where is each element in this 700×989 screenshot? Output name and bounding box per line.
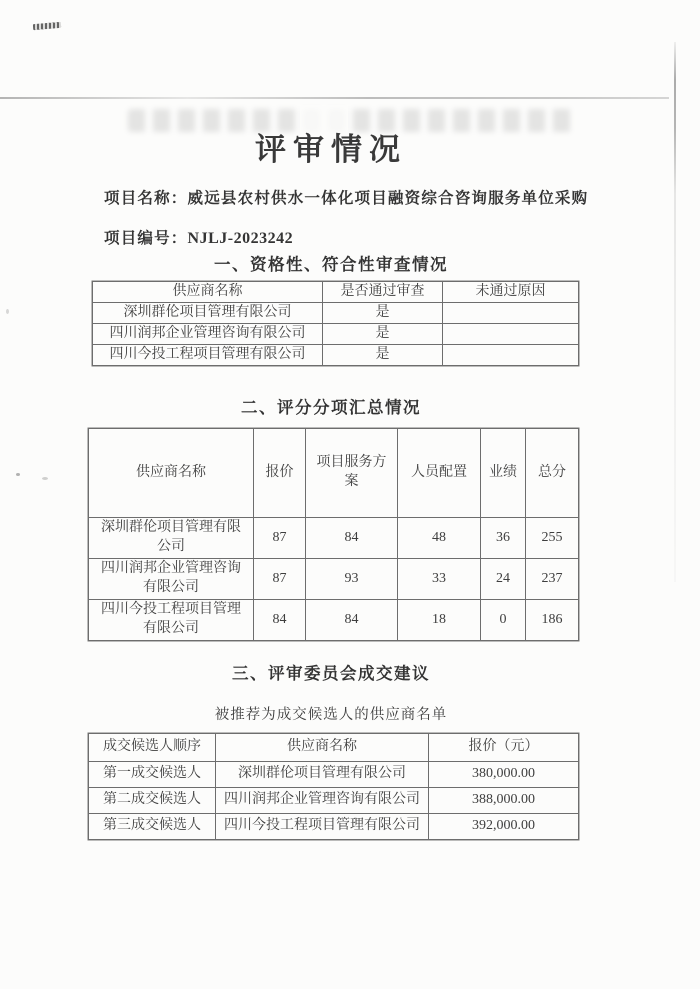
project-name-value: 威远县农村供水一体化项目融资综合咨询服务单位采购 [187, 190, 589, 207]
column-header: 是否通过审查 [323, 282, 443, 303]
total-score-cell: 255 [526, 518, 579, 559]
reason-cell [443, 303, 579, 324]
column-header: 项目服务方案 [306, 429, 398, 518]
table-header-row [89, 429, 579, 518]
column-header: 供应商名称 [93, 282, 323, 303]
candidate-rank-cell: 第三成交候选人 [89, 814, 216, 840]
column-header: 未通过原因 [443, 282, 579, 303]
scan-artifact-speck [42, 477, 48, 480]
section3-heading: 三、评审委员会成交建议 [232, 665, 430, 683]
service-plan-score-cell: 84 [306, 518, 398, 559]
staffing-score-cell: 18 [398, 600, 481, 641]
table-row [89, 788, 579, 814]
qualification-table [92, 281, 579, 366]
supplier-name-cell: 四川润邦企业管理咨询有限公司 [89, 559, 254, 600]
column-header: 供应商名称 [89, 429, 254, 518]
candidate-list-subtitle: 被推荐为成交候选人的供应商名单 [214, 707, 448, 723]
table-row [89, 762, 579, 788]
document-title: 评审情况 [255, 132, 407, 167]
scan-artifact-scribble [33, 22, 61, 30]
pass-cell: 是 [323, 303, 443, 324]
total-score-cell: 186 [526, 600, 579, 641]
candidate-table [88, 733, 579, 840]
supplier-name-cell: 四川润邦企业管理咨询有限公司 [93, 324, 323, 345]
scan-artifact-speck [6, 309, 9, 314]
reason-cell [443, 345, 579, 366]
pass-cell: 是 [323, 324, 443, 345]
table-row [89, 518, 579, 559]
reason-cell [443, 324, 579, 345]
column-header: 人员配置 [398, 429, 481, 518]
scan-artifact-horizontal-line [0, 97, 669, 99]
column-header: 报价（元） [429, 734, 579, 762]
table-row [93, 303, 579, 324]
column-header: 业绩 [481, 429, 526, 518]
supplier-name-cell: 深圳群伦项目管理有限公司 [89, 518, 254, 559]
section1-heading: 一、资格性、符合性审查情况 [214, 256, 448, 274]
price-score-cell: 87 [254, 559, 306, 600]
table-row [93, 324, 579, 345]
performance-score-cell: 0 [481, 600, 526, 641]
table-row [89, 600, 579, 641]
candidate-rank-cell: 第一成交候选人 [89, 762, 216, 788]
service-plan-score-cell: 93 [306, 559, 398, 600]
total-score-cell: 237 [526, 559, 579, 600]
price-score-cell: 87 [254, 518, 306, 559]
candidate-rank-cell: 第二成交候选人 [89, 788, 216, 814]
table-row [89, 814, 579, 840]
table-row [93, 345, 579, 366]
score-summary-table [88, 428, 579, 641]
table-row [89, 559, 579, 600]
scan-artifact-vertical-edge-line [674, 42, 676, 582]
section2-heading: 二、评分分项汇总情况 [241, 399, 421, 417]
supplier-name-cell: 四川润邦企业管理咨询有限公司 [216, 788, 429, 814]
column-header: 总分 [526, 429, 579, 518]
price-score-cell: 84 [254, 600, 306, 641]
table-header-row [89, 734, 579, 762]
column-header: 供应商名称 [216, 734, 429, 762]
scan-artifact-speck [16, 473, 20, 476]
column-header: 成交候选人顺序 [89, 734, 216, 762]
performance-score-cell: 24 [481, 559, 526, 600]
project-name-line [104, 186, 588, 208]
service-plan-score-cell: 84 [306, 600, 398, 641]
project-number-value: NJLJ-2023242 [187, 230, 294, 247]
supplier-name-cell: 深圳群伦项目管理有限公司 [216, 762, 429, 788]
bid-price-cell: 380,000.00 [429, 762, 579, 788]
bid-price-cell: 388,000.00 [429, 788, 579, 814]
staffing-score-cell: 33 [398, 559, 481, 600]
bid-price-cell: 392,000.00 [429, 814, 579, 840]
supplier-name-cell: 四川今投工程项目管理有限公司 [89, 600, 254, 641]
performance-score-cell: 36 [481, 518, 526, 559]
column-header: 报价 [254, 429, 306, 518]
supplier-name-cell: 四川今投工程项目管理有限公司 [93, 345, 323, 366]
project-name-label: 项目名称： [104, 190, 188, 207]
supplier-name-cell: 深圳群伦项目管理有限公司 [93, 303, 323, 324]
staffing-score-cell: 48 [398, 518, 481, 559]
supplier-name-cell: 四川今投工程项目管理有限公司 [216, 814, 429, 840]
pass-cell: 是 [323, 345, 443, 366]
project-number-label: 项目编号： [104, 230, 188, 247]
project-number-line [104, 226, 293, 248]
table-header-row [93, 282, 579, 303]
